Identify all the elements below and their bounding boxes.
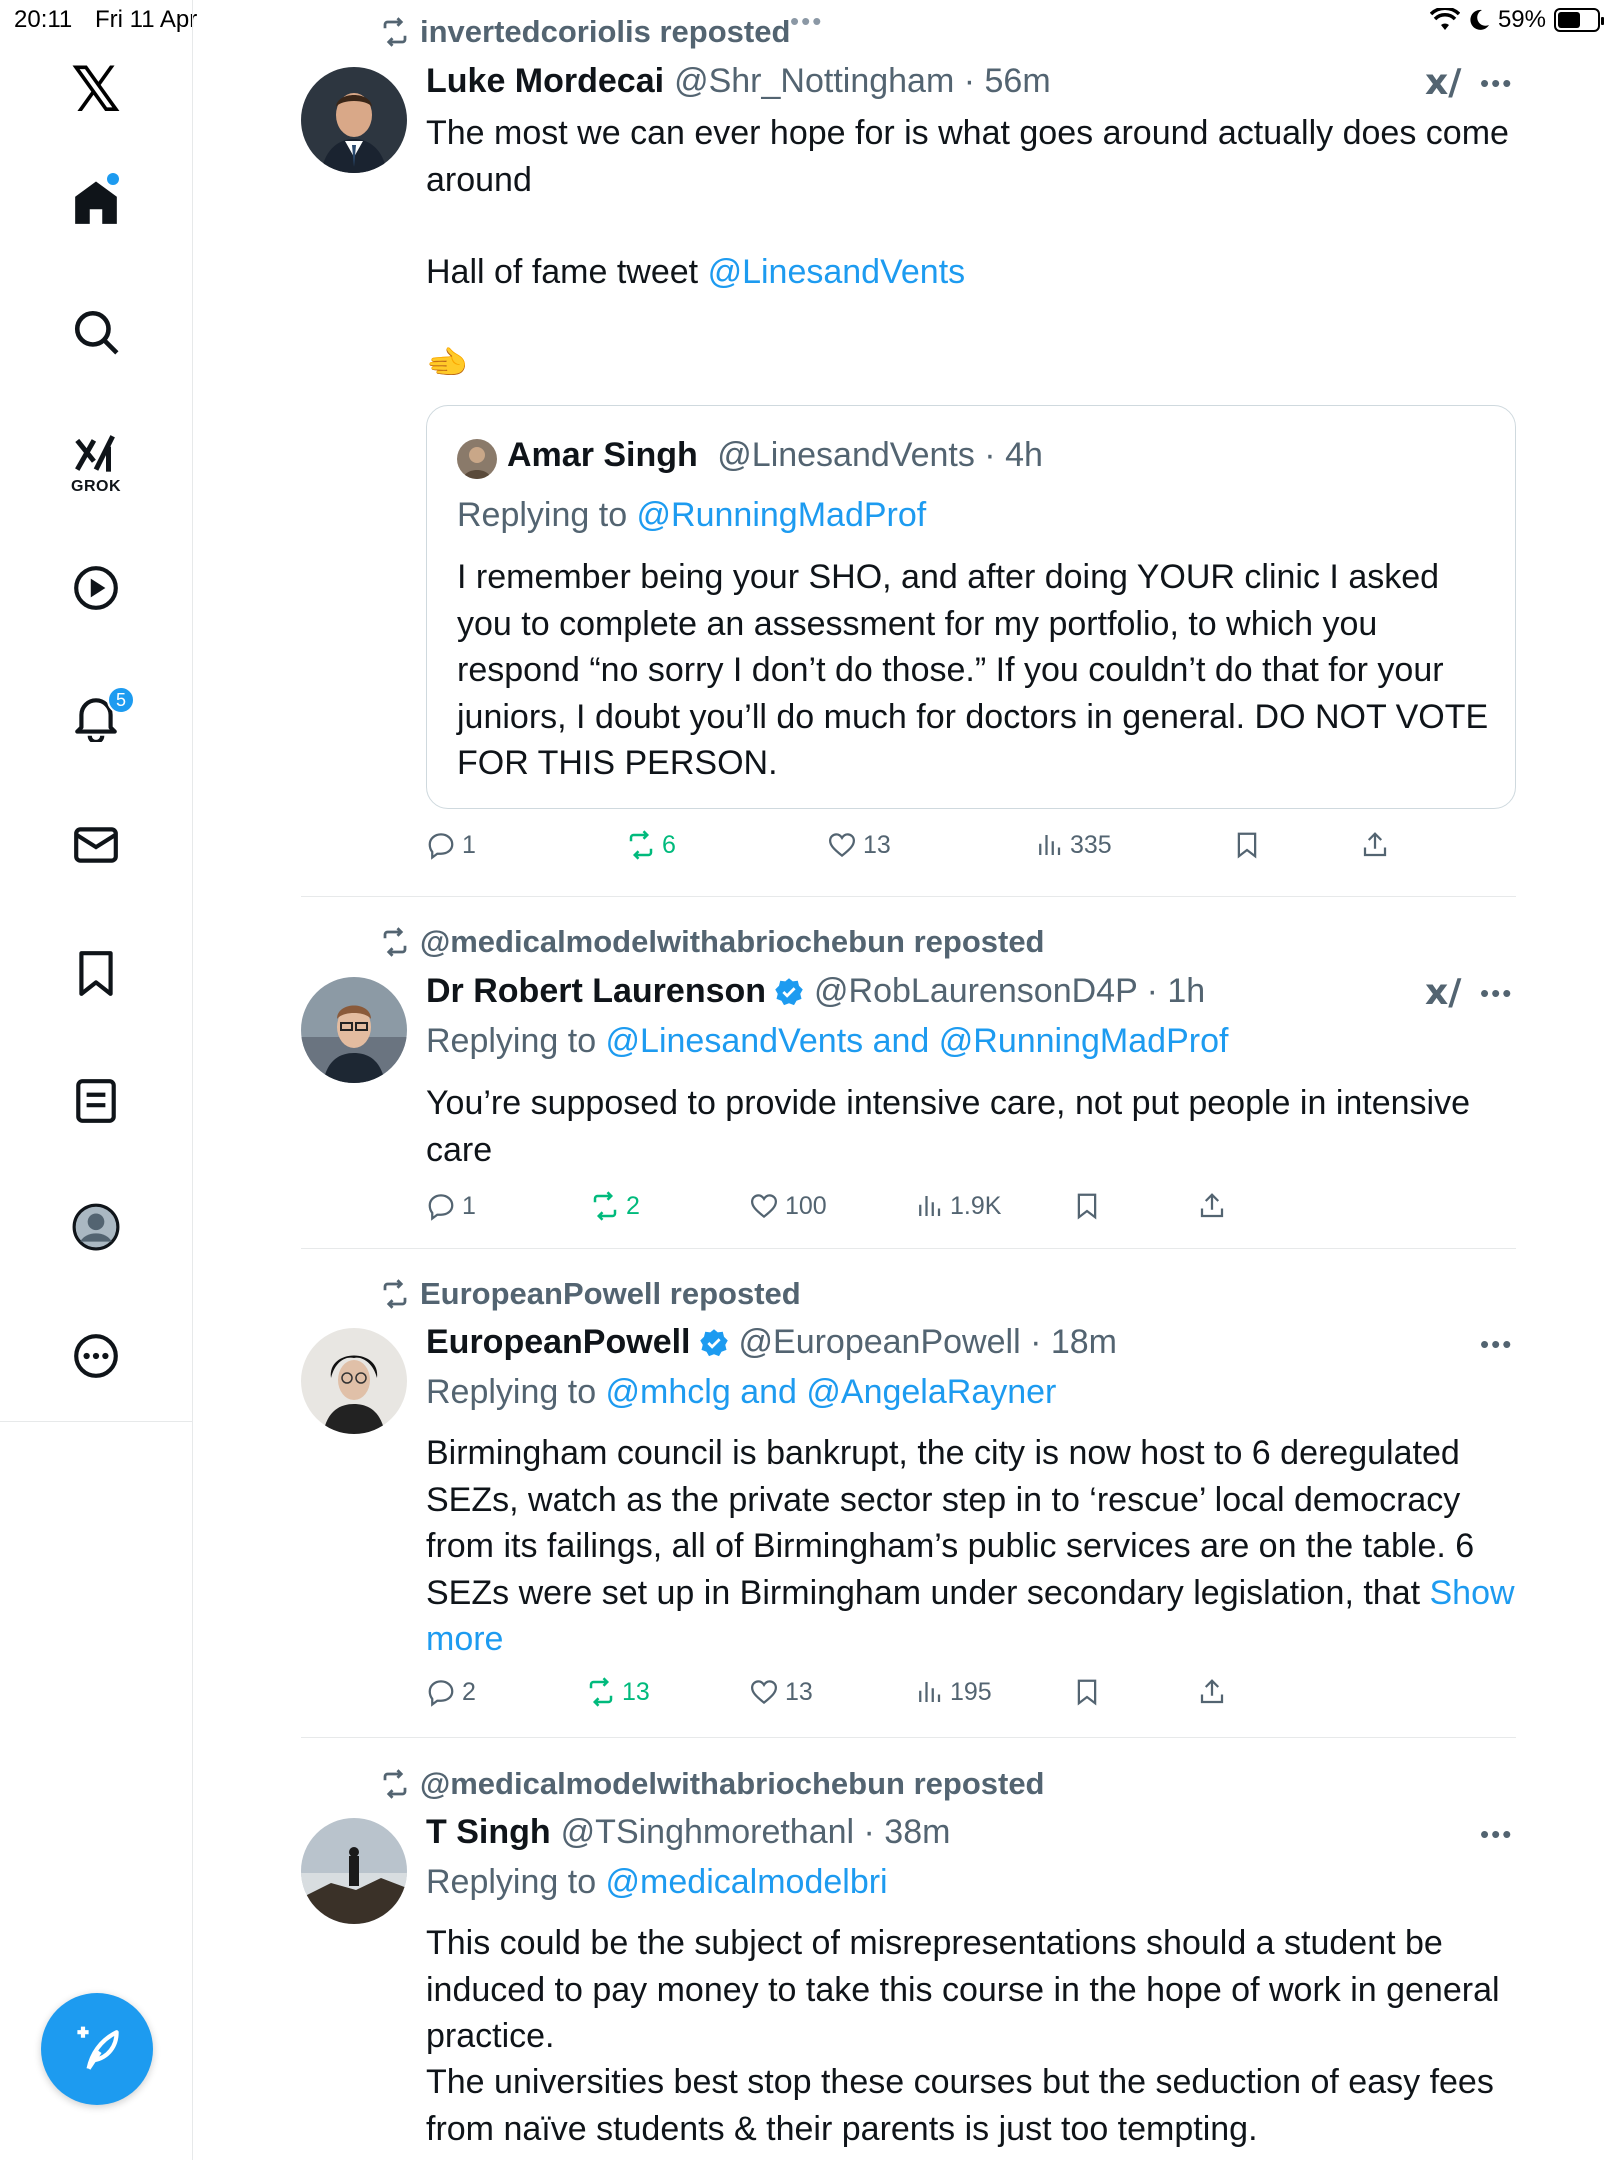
quote-author-line bbox=[507, 436, 1043, 475]
wifi-icon bbox=[1430, 8, 1460, 32]
post-more-icon[interactable]: ••• bbox=[1480, 978, 1514, 1008]
battery-percent: 59% bbox=[1497, 6, 1546, 33]
replying-to: Replying to @LinesandVents and @RunningMadProf bbox=[426, 1022, 1229, 1060]
compose-icon bbox=[69, 2021, 125, 2077]
replying-to-link[interactable]: @LinesandVents and @RunningMadProf bbox=[605, 1022, 1229, 1060]
post-more-icon[interactable]: ••• bbox=[1480, 1329, 1514, 1359]
post-text: The most we can ever hope for is what goes around actually does come around bbox=[426, 114, 1509, 199]
repost-indicator[interactable] bbox=[380, 1276, 801, 1312]
bookmark-icon bbox=[1232, 830, 1262, 860]
post-text: Birmingham council is bankrupt, the city is now host to 6 deregulated SEZs, watch as the private sector step in to ‘rescue’ local democracy from its failings, all of Birmingham’s public services are on the table. 6 SEZs were set up in Birmingham under secondary legislation, that Show more bbox=[426, 1434, 1515, 1658]
quote-text: I remember being your SHO, and after doing YOUR clinic I asked you to complete an assessment for my portfolio, to which you respond “no sorry I don’t do those.” If you couldn’t do that for your juniors, I doubt you’ll do much for doctors in general. DO NOT VOTE FOR THIS PERSON. bbox=[457, 558, 1489, 782]
repost-count: 13 bbox=[622, 1677, 650, 1706]
mention-link[interactable]: @LinesandVents bbox=[707, 253, 966, 291]
replying-to: Replying to @mhclg and @AngelaRayner bbox=[426, 1373, 1057, 1411]
grok-explain-icon[interactable]: x/ bbox=[1425, 972, 1462, 1013]
views-button[interactable] bbox=[1034, 830, 1112, 860]
share-icon bbox=[1197, 1191, 1227, 1221]
author-line bbox=[426, 62, 1051, 101]
search-icon[interactable] bbox=[61, 297, 131, 367]
share-button[interactable] bbox=[1360, 830, 1390, 860]
repost-by-label: invertedcoriolis reposted bbox=[420, 14, 791, 49]
quote-avatar bbox=[457, 439, 497, 479]
like-button[interactable] bbox=[749, 1677, 813, 1707]
repost-count: 6 bbox=[662, 830, 676, 859]
heart-icon bbox=[827, 830, 857, 860]
profile-icon[interactable] bbox=[61, 1192, 131, 1262]
status-time: 20:11 bbox=[14, 6, 73, 33]
author-handle[interactable]: @Shr_Nottingham · 56m bbox=[674, 62, 1051, 100]
quote-author-name: Amar Singh bbox=[507, 436, 698, 474]
top-dots-icon[interactable]: ••• bbox=[790, 6, 824, 36]
repost-icon bbox=[380, 1769, 410, 1799]
verified-badge-icon bbox=[774, 977, 804, 1007]
post-emoji: 🫲 bbox=[426, 344, 469, 382]
more-icon[interactable] bbox=[61, 1321, 131, 1391]
views-button[interactable] bbox=[914, 1677, 992, 1707]
post-actions bbox=[426, 825, 1426, 865]
x-logo-icon[interactable]: 𝕏 bbox=[71, 52, 121, 126]
reply-button[interactable] bbox=[426, 830, 476, 860]
post-text: This could be the subject of misrepresentations should a student be induced to pay money to take this course in the hope of work in general practice. bbox=[426, 1924, 1500, 2055]
like-count: 100 bbox=[785, 1191, 827, 1220]
quote-author-handle: @LinesandVents · 4h bbox=[717, 436, 1043, 474]
play-icon[interactable] bbox=[61, 553, 131, 623]
like-button[interactable] bbox=[827, 830, 891, 860]
author-handle[interactable]: @RobLaurensonD4P · 1h bbox=[814, 972, 1206, 1010]
home-unread-dot bbox=[107, 173, 119, 185]
post-text-line: Hall of fame tweet @LinesandVents bbox=[426, 253, 966, 291]
avatar[interactable] bbox=[301, 67, 407, 173]
sidebar-divider bbox=[0, 1421, 193, 1422]
replying-to-link[interactable]: @RunningMadProf bbox=[636, 496, 927, 534]
post-more-icon[interactable]: ••• bbox=[1480, 68, 1514, 98]
sidebar bbox=[0, 0, 193, 2160]
views-count: 1.9K bbox=[950, 1191, 1002, 1220]
repost-icon bbox=[626, 830, 656, 860]
repost-indicator[interactable] bbox=[380, 924, 1045, 960]
grok-explain-icon[interactable]: x/ bbox=[1425, 62, 1462, 103]
like-count: 13 bbox=[785, 1677, 813, 1706]
repost-icon bbox=[586, 1677, 616, 1707]
list-icon[interactable] bbox=[61, 1066, 131, 1136]
bookmark-icon[interactable] bbox=[61, 938, 131, 1008]
quoted-post[interactable] bbox=[426, 405, 1516, 809]
share-icon bbox=[1197, 1677, 1227, 1707]
avatar[interactable] bbox=[301, 977, 407, 1083]
views-count: 335 bbox=[1070, 830, 1112, 859]
author-line bbox=[426, 1323, 1117, 1362]
repost-icon bbox=[380, 1279, 410, 1309]
share-button[interactable] bbox=[1197, 1191, 1227, 1221]
bookmark-button[interactable] bbox=[1072, 1677, 1102, 1707]
bookmark-button[interactable] bbox=[1072, 1191, 1102, 1221]
show-more-link[interactable]: Show more bbox=[426, 1573, 1515, 1658]
author-name[interactable]: Luke Mordecai bbox=[426, 62, 665, 100]
repost-count: 2 bbox=[626, 1191, 640, 1220]
heart-icon bbox=[749, 1677, 779, 1707]
bookmark-button[interactable] bbox=[1232, 830, 1262, 860]
author-handle[interactable]: @TSinghmorethanl · 38m bbox=[560, 1813, 951, 1851]
repost-indicator[interactable] bbox=[380, 14, 790, 50]
post-actions bbox=[426, 1186, 1426, 1226]
avatar[interactable] bbox=[301, 1328, 407, 1434]
battery-icon bbox=[1554, 8, 1600, 32]
notification-badge: 5 bbox=[107, 686, 135, 714]
reply-icon bbox=[426, 1677, 456, 1707]
grok-label: GROK bbox=[71, 478, 121, 495]
heart-icon bbox=[749, 1191, 779, 1221]
repost-button[interactable] bbox=[590, 1191, 640, 1221]
repost-by-label: @medicalmodelwithabriochebun reposted bbox=[420, 924, 1045, 959]
bookmark-icon bbox=[1072, 1191, 1102, 1221]
like-count: 13 bbox=[863, 830, 891, 859]
author-name[interactable]: Dr Robert Laurenson bbox=[426, 972, 767, 1010]
status-indicators bbox=[1430, 6, 1600, 34]
moon-icon bbox=[1468, 8, 1490, 32]
post-text: You’re supposed to provide intensive care, not put people in intensive care bbox=[426, 1084, 1471, 1169]
author-line bbox=[426, 972, 1205, 1011]
repost-by-label: @medicalmodelwithabriochebun reposted bbox=[420, 1766, 1045, 1801]
repost-icon bbox=[590, 1191, 620, 1221]
views-button[interactable] bbox=[914, 1191, 1001, 1221]
views-icon bbox=[1034, 830, 1064, 860]
reply-count: 2 bbox=[462, 1677, 476, 1706]
author-line bbox=[426, 1813, 950, 1852]
replying-to-link[interactable]: @mhclg and @AngelaRayner bbox=[605, 1373, 1057, 1411]
reply-count: 1 bbox=[462, 1191, 476, 1220]
repost-indicator[interactable] bbox=[380, 1766, 1045, 1802]
post-divider bbox=[301, 896, 1516, 897]
post-divider bbox=[301, 1248, 1516, 1249]
repost-button[interactable] bbox=[626, 830, 676, 860]
reply-icon bbox=[426, 830, 456, 860]
status-date: Fri 11 Apr bbox=[95, 6, 198, 33]
post-actions bbox=[426, 1672, 1426, 1712]
quote-replying-to: Replying to @RunningMadProf bbox=[457, 496, 927, 534]
views-count: 195 bbox=[950, 1677, 992, 1706]
post-text: The universities best stop these courses but the seduction of easy fees from naïve students & their parents is just too tempting. bbox=[426, 2063, 1494, 2148]
replying-to-link[interactable]: @medicalmodelbri bbox=[605, 1863, 888, 1901]
verified-badge-icon bbox=[699, 1328, 729, 1358]
compose-button[interactable] bbox=[41, 1993, 153, 2105]
home-icon[interactable] bbox=[61, 168, 131, 238]
views-icon bbox=[914, 1191, 944, 1221]
reply-icon bbox=[426, 1191, 456, 1221]
replying-to: Replying to @medicalmodelbri bbox=[426, 1863, 888, 1901]
views-icon bbox=[914, 1677, 944, 1707]
reply-button[interactable] bbox=[426, 1191, 476, 1221]
post-more-icon[interactable]: ••• bbox=[1480, 1819, 1514, 1849]
bookmark-icon bbox=[1072, 1677, 1102, 1707]
author-name[interactable]: EuropeanPowell bbox=[426, 1323, 691, 1361]
repost-by-label: EuropeanPowell reposted bbox=[420, 1276, 801, 1311]
mail-icon[interactable] bbox=[61, 810, 131, 880]
like-button[interactable] bbox=[749, 1191, 827, 1221]
post-divider bbox=[301, 1737, 1516, 1738]
author-handle[interactable]: @EuropeanPowell · 18m bbox=[738, 1323, 1117, 1361]
share-button[interactable] bbox=[1197, 1677, 1227, 1707]
reply-count: 1 bbox=[462, 830, 476, 859]
repost-button[interactable] bbox=[586, 1677, 650, 1707]
repost-icon bbox=[380, 17, 410, 47]
share-icon bbox=[1360, 830, 1390, 860]
author-name[interactable]: T Singh bbox=[426, 1813, 551, 1851]
repost-icon bbox=[380, 927, 410, 957]
reply-button[interactable] bbox=[426, 1677, 476, 1707]
avatar[interactable] bbox=[301, 1818, 407, 1924]
